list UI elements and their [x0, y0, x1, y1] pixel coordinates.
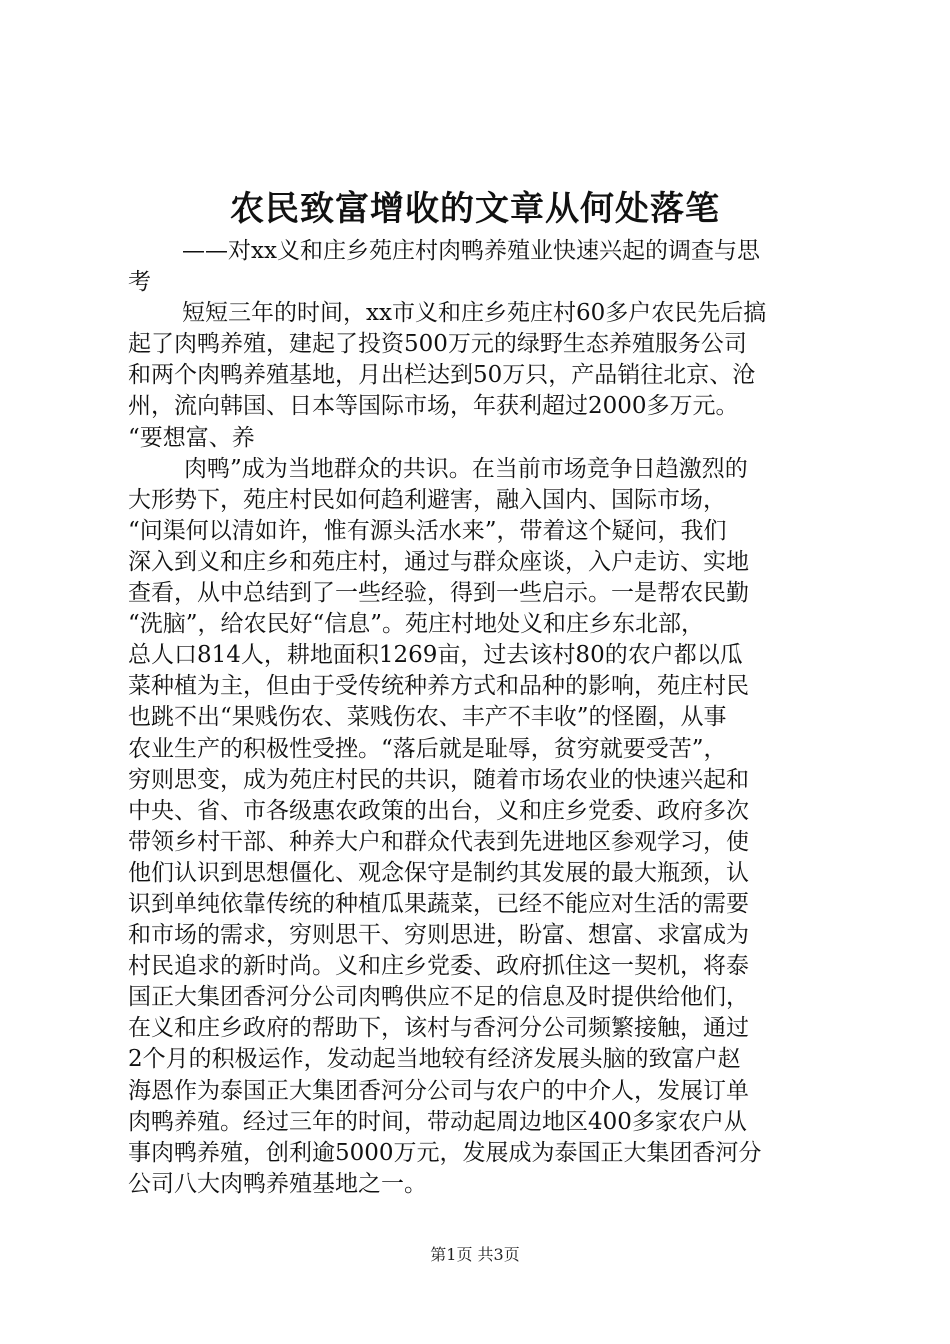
paragraph-line: 识到单纯依靠传统的种植瓜果蔬菜，已经不能应对生活的需要 — [128, 890, 749, 917]
paragraph-line: 起了肉鸭养殖，建起了投资500万元的绿野生态养殖服务公司 — [128, 331, 747, 358]
subtitle-line: 考 — [128, 269, 151, 296]
paragraph-line: 肉鸭”成为当地群众的共识。在当前市场竞争日趋激烈的 — [184, 455, 748, 482]
paragraph-line: 短短三年的时间，xx市义和庄乡苑庄村60多户农民先后搞 — [182, 300, 767, 327]
paragraph-line: 在义和庄乡政府的帮助下，该村与香河分公司频繁接触，通过 — [128, 1015, 749, 1042]
page-number: 第1页 共3页 — [430, 1245, 520, 1264]
paragraph-line: 肉鸭养殖。经过三年的时间，带动起周边地区400多家农户从 — [128, 1108, 747, 1135]
paragraph-line: 中央、省、市各级惠农政策的出台，义和庄乡党委、政府多次 — [128, 797, 749, 824]
paragraph-line: 总人口814人，耕地面积1269亩，过去该村80的农户都以瓜 — [128, 642, 743, 669]
paragraph-line: 深入到义和庄乡和苑庄村，通过与群众座谈，入户走访、实地 — [128, 548, 749, 575]
paragraph-line: 海恩作为泰国正大集团香河分公司与农户的中介人，发展订单 — [128, 1077, 749, 1104]
paragraph-line: “问渠何以清如许，惟有源头活水来”，带着这个疑问，我们 — [128, 517, 727, 544]
document-body — [128, 236, 836, 1200]
paragraph-line: 大形势下，苑庄村民如何趋利避害，融入国内、国际市场， — [128, 486, 726, 513]
paragraph-line: “要想富、养 — [128, 424, 255, 451]
paragraph-line: “洗脑”，给农民好“信息”。苑庄村地处义和庄乡东北部， — [128, 611, 705, 638]
paragraph-line: 穷则思变，成为苑庄村民的共识，随着市场农业的快速兴起和 — [128, 766, 749, 793]
paragraph-line: 农业生产的积极性受挫。“落后就是耻辱，贫穷就要受苦”， — [128, 735, 727, 762]
paragraph-line: 国正大集团香河分公司肉鸭供应不足的信息及时提供给他们， — [128, 984, 749, 1011]
document-title: 农民致富增收的文章从何处落笔 — [230, 189, 720, 229]
paragraph-line: 他们认识到思想僵化、观念保守是制约其发展的最大瓶颈，认 — [128, 859, 749, 886]
paragraph-line: 和两个肉鸭养殖基地，月出栏达到50万只，产品销往北京、沧 — [128, 362, 756, 389]
paragraph-line: 公司八大肉鸭养殖基地之一。 — [128, 1170, 427, 1197]
paragraph-line: 也跳不出“果贱伤农、菜贱伤农、丰产不丰收”的怪圈，从事 — [128, 704, 727, 731]
paragraph-line: 事肉鸭养殖，创利逾5000万元，发展成为泰国正大集团香河分 — [128, 1139, 762, 1166]
paragraph-line: 州，流向韩国、日本等国际市场，年获利超过2000多万元。 — [128, 393, 739, 420]
paragraph-line: 菜种植为主，但由于受传统种养方式和品种的影响，苑庄村民 — [128, 673, 749, 700]
paragraph-line: 带领乡村干部、种养大户和群众代表到先进地区参观学习，使 — [128, 828, 749, 855]
paragraph-line: 和市场的需求，穷则思干、穷则思进，盼富、想富、求富成为 — [128, 922, 749, 949]
paragraph-line: 村民追求的新时尚。义和庄乡党委、政府抓住这一契机，将泰 — [128, 953, 749, 980]
paragraph-line: 查看，从中总结到了一些经验，得到一些启示。一是帮农民勤 — [128, 580, 749, 607]
subtitle-line: ——对xx义和庄乡苑庄村肉鸭养殖业快速兴起的调查与思 — [182, 238, 760, 264]
paragraph-line: 2个月的积极运作，发动起当地较有经济发展头脑的致富户赵 — [128, 1046, 741, 1073]
